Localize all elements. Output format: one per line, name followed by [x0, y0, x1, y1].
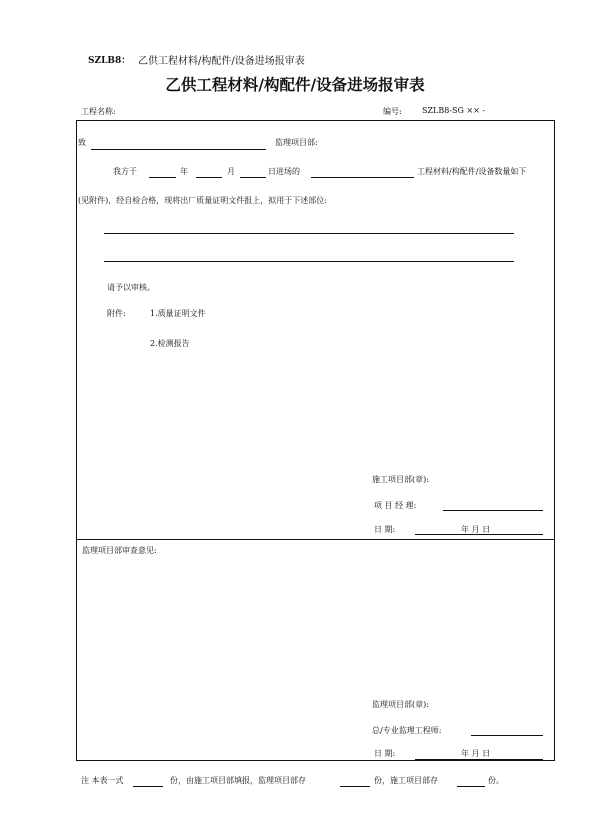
- date-ymd-1: 年 月 日: [461, 525, 491, 534]
- location-field-1[interactable]: [104, 233, 514, 234]
- form-code: SZLB8：: [88, 56, 131, 66]
- supervision-opinion-label: 监理项目部审查意见:: [82, 546, 157, 555]
- date-label-1: 日 期:: [374, 525, 396, 534]
- section-divider: [76, 539, 555, 540]
- we-at-text: 我方于: [113, 167, 137, 176]
- copies-total-field[interactable]: [133, 786, 163, 787]
- page-title: 乙供工程材料/构配件/设备进场报审表: [165, 75, 425, 94]
- body-line-2: (见附件)，经自检合格，现将出厂质量证明文件报上，拟用于下述部位:: [78, 196, 327, 205]
- year-text: 年: [180, 167, 188, 176]
- form-code-title: 乙供工程材料/构配件/设备进场报审表: [138, 56, 305, 67]
- please-review-text: 请予以审核。: [107, 283, 155, 292]
- project-manager-label: 项 目 经 理:: [374, 501, 417, 510]
- number-label: 编号:: [383, 107, 402, 116]
- project-name-label: 工程名称:: [81, 107, 116, 116]
- number-value: SZLB8-SG ×× -: [422, 106, 486, 115]
- chief-engineer-field[interactable]: [471, 735, 543, 736]
- project-manager-field[interactable]: [443, 510, 543, 511]
- date-label-2: 日 期:: [374, 749, 396, 758]
- to-recipient-field[interactable]: [91, 149, 266, 150]
- note-end: 份。: [488, 776, 504, 785]
- chief-engineer-label: 总/专业监理工程师:: [372, 726, 442, 735]
- form-box: [76, 120, 555, 761]
- supervision-dept-label: 监理项目部:: [275, 138, 318, 147]
- location-field-2[interactable]: [104, 261, 514, 262]
- construction-dept-stamp-label: 施工项目部(章):: [372, 475, 429, 484]
- note-mid-1: 份，由施工项目部填报，监理项目部存: [170, 776, 306, 785]
- to-label: 致: [78, 138, 86, 147]
- note-mid-2: 份，施工项目部存: [374, 776, 438, 785]
- day-field[interactable]: [240, 177, 266, 178]
- day-arrived-text: 日进场的: [268, 167, 300, 176]
- copies-supervision-field[interactable]: [340, 786, 370, 787]
- attachment-2: 2.检测报告: [150, 339, 190, 348]
- attachments-label: 附件:: [107, 309, 126, 318]
- year-field[interactable]: [149, 177, 176, 178]
- attachment-1: 1.质量证明文件: [150, 309, 206, 318]
- materials-qty-text: 工程材料/构配件/设备数量如下: [417, 167, 527, 176]
- date-ymd-2: 年 月 日: [461, 749, 491, 758]
- material-name-field[interactable]: [311, 177, 414, 178]
- month-text: 月: [227, 167, 235, 176]
- month-field[interactable]: [196, 177, 222, 178]
- date-field-2[interactable]: [415, 759, 543, 760]
- supervision-dept-stamp-label: 监理项目部(章):: [372, 700, 429, 709]
- note-prefix: 注 本表一式: [81, 776, 124, 785]
- copies-construction-field[interactable]: [457, 786, 485, 787]
